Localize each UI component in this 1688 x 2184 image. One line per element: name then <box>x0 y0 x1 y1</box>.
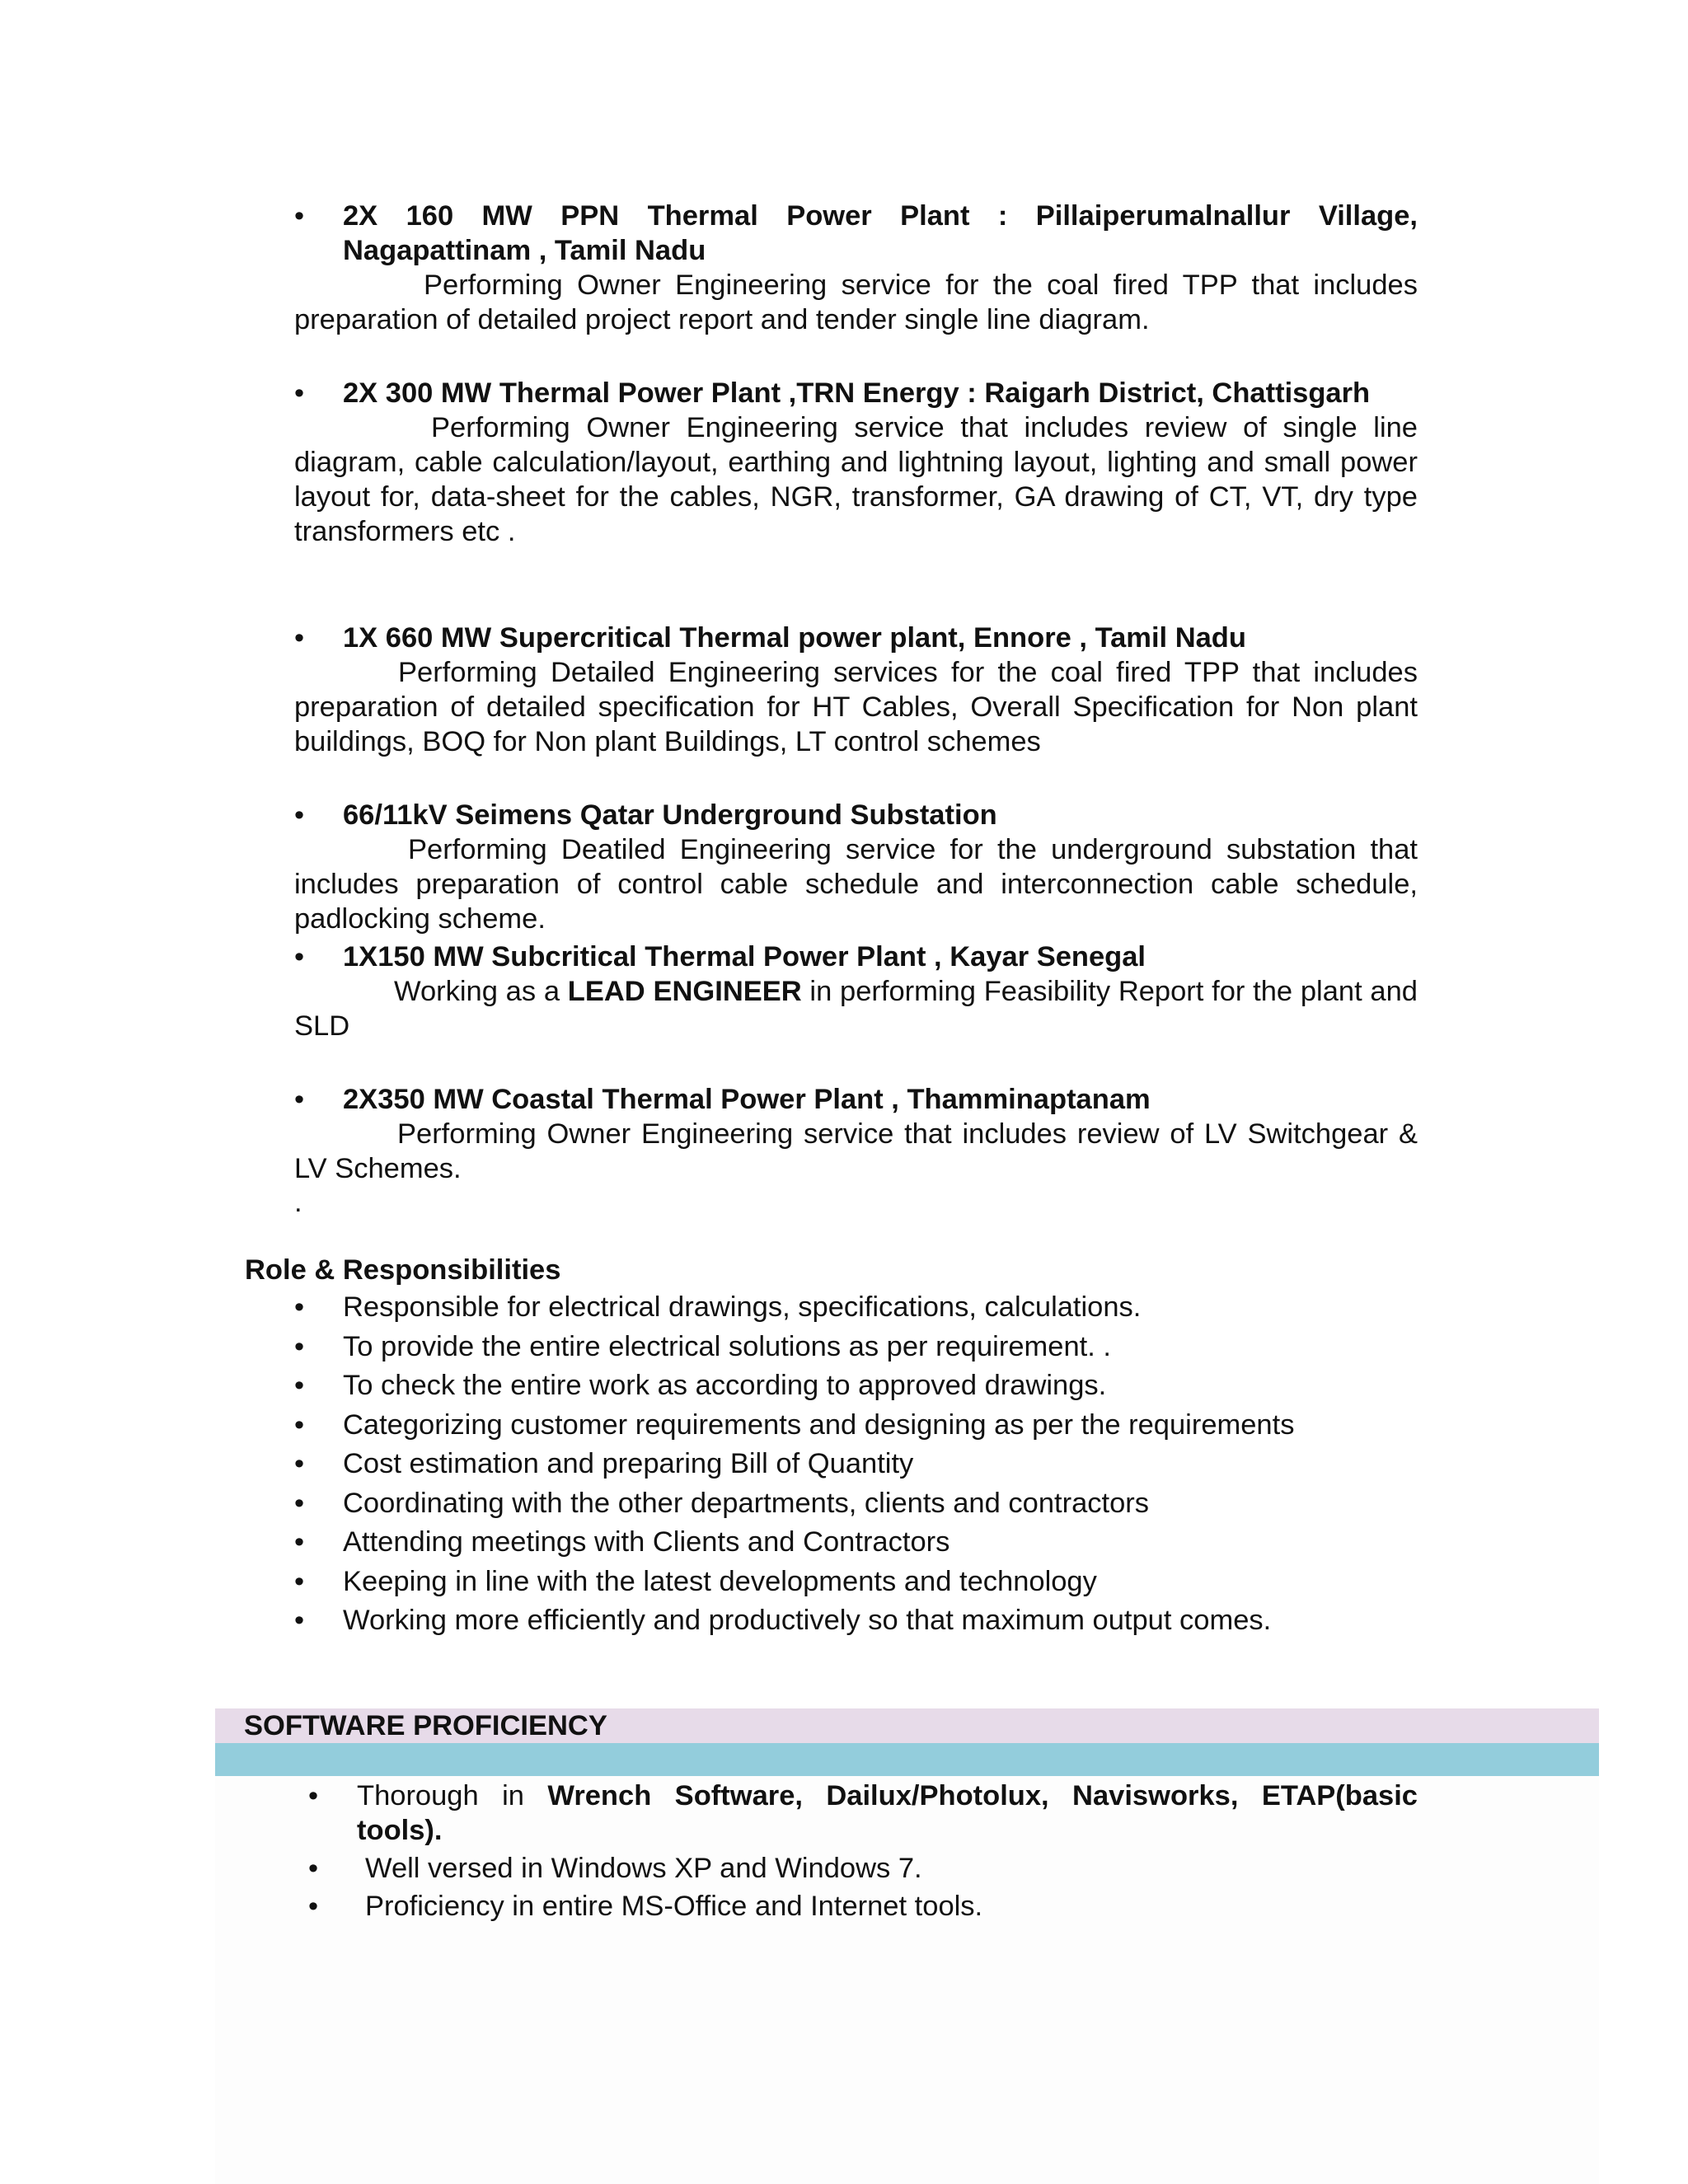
project-description: Performing Detailed Engineering services for the coal fired TPP that includes preparation of detailed specification for HT Cables, Overall Specification for Non plant buildings, BOQ for Non plant Buildings, LT control schemes <box>294 657 1418 757</box>
project-description: Working as a LEAD ENGINEER in performing Feasibility Report for the plant and SLD <box>294 976 1418 1042</box>
bullet: • <box>294 200 305 232</box>
list-item: • Thorough in Wrench Software, Dailux/Photolux, Navisworks, ETAP(basic tools). <box>308 1780 1418 1846</box>
project-title: 1X 660 MW Supercritical Thermal power plant, Ennore , Tamil Nadu <box>343 622 1246 654</box>
roles-heading: Role & Responsibilities <box>245 1254 561 1286</box>
bullet: • <box>294 941 305 972</box>
software-list <box>308 1779 1418 1927</box>
bullet: • <box>294 377 305 409</box>
bullet: • <box>294 622 305 654</box>
project-description: Performing Owner Engineering service for the coal fired TPP that includes preparation of detailed project report and tender single line diagram. <box>294 269 1418 335</box>
role-emphasis: LEAD ENGINEER <box>567 976 802 1007</box>
list-item: • To provide the entire electrical solutions as per requirement. . <box>294 1330 1111 1362</box>
project-title: 2X350 MW Coastal Thermal Power Plant , Thamminaptanam <box>343 1084 1151 1115</box>
list-item: • Responsible for electrical drawings, specifications, calculations. <box>294 1291 1142 1323</box>
list-item: • Working more efficiently and productively so that maximum output comes. <box>294 1605 1272 1636</box>
project-description: Performing Owner Engineering service that includes review of single line diagram, cable calculation/layout, earthing and lightning layout, lighting and small power layout for, data-sheet for the cables, NGR, transformer, GA drawing of CT, VT, dry type transformers etc . <box>294 412 1418 547</box>
list-item: • Cost estimation and preparing Bill of Quantity <box>294 1448 914 1479</box>
project-block <box>294 1082 1418 1186</box>
project-title: 2X 160 MW PPN Thermal Power Plant : Pillaiperumalnallur Village, Nagapattinam , Tamil Nadu <box>343 200 1418 266</box>
roles-list <box>294 1290 1448 1643</box>
list-item: • Keeping in line with the latest developments and technology <box>294 1565 1097 1597</box>
list-item: • Coordinating with the other departments, clients and contractors <box>294 1487 1150 1519</box>
list-item: • To check the entire work as according to approved drawings. <box>294 1370 1107 1401</box>
project-description: Performing Deatiled Engineering service for the underground substation that includes preparation of control cable schedule and interconnection cable schedule, padlocking scheme. <box>294 834 1418 935</box>
project-description: Performing Owner Engineering service that includes review of LV Switchgear & LV Schemes. <box>294 1118 1418 1184</box>
stray-period: . <box>294 1187 302 1218</box>
list-item: • Proficiency in entire MS-Office and Internet tools. <box>308 1891 983 1922</box>
project-block <box>294 621 1418 759</box>
list-item: • Categorizing customer requirements and designing as per the requirements <box>294 1408 1295 1441</box>
bullet: • <box>294 799 305 831</box>
project-title: 66/11kV Seimens Qatar Underground Substation <box>343 799 997 831</box>
project-block <box>294 199 1418 337</box>
list-item: • Attending meetings with Clients and Contractors <box>294 1526 950 1558</box>
project-block <box>294 940 1418 1043</box>
section-accent-band <box>215 1743 1599 1776</box>
software-heading: SOFTWARE PROFICIENCY <box>244 1710 607 1741</box>
project-title: 2X 300 MW Thermal Power Plant ,TRN Energy : Raigarh District, Chattisgarh <box>343 377 1371 409</box>
project-block <box>294 376 1418 549</box>
list-item: • Well versed in Windows XP and Windows 7. <box>308 1853 922 1884</box>
project-block <box>294 798 1418 936</box>
project-title: 1X150 MW Subcritical Thermal Power Plant , Kayar Senegal <box>343 941 1146 972</box>
bullet: • <box>294 1084 305 1115</box>
